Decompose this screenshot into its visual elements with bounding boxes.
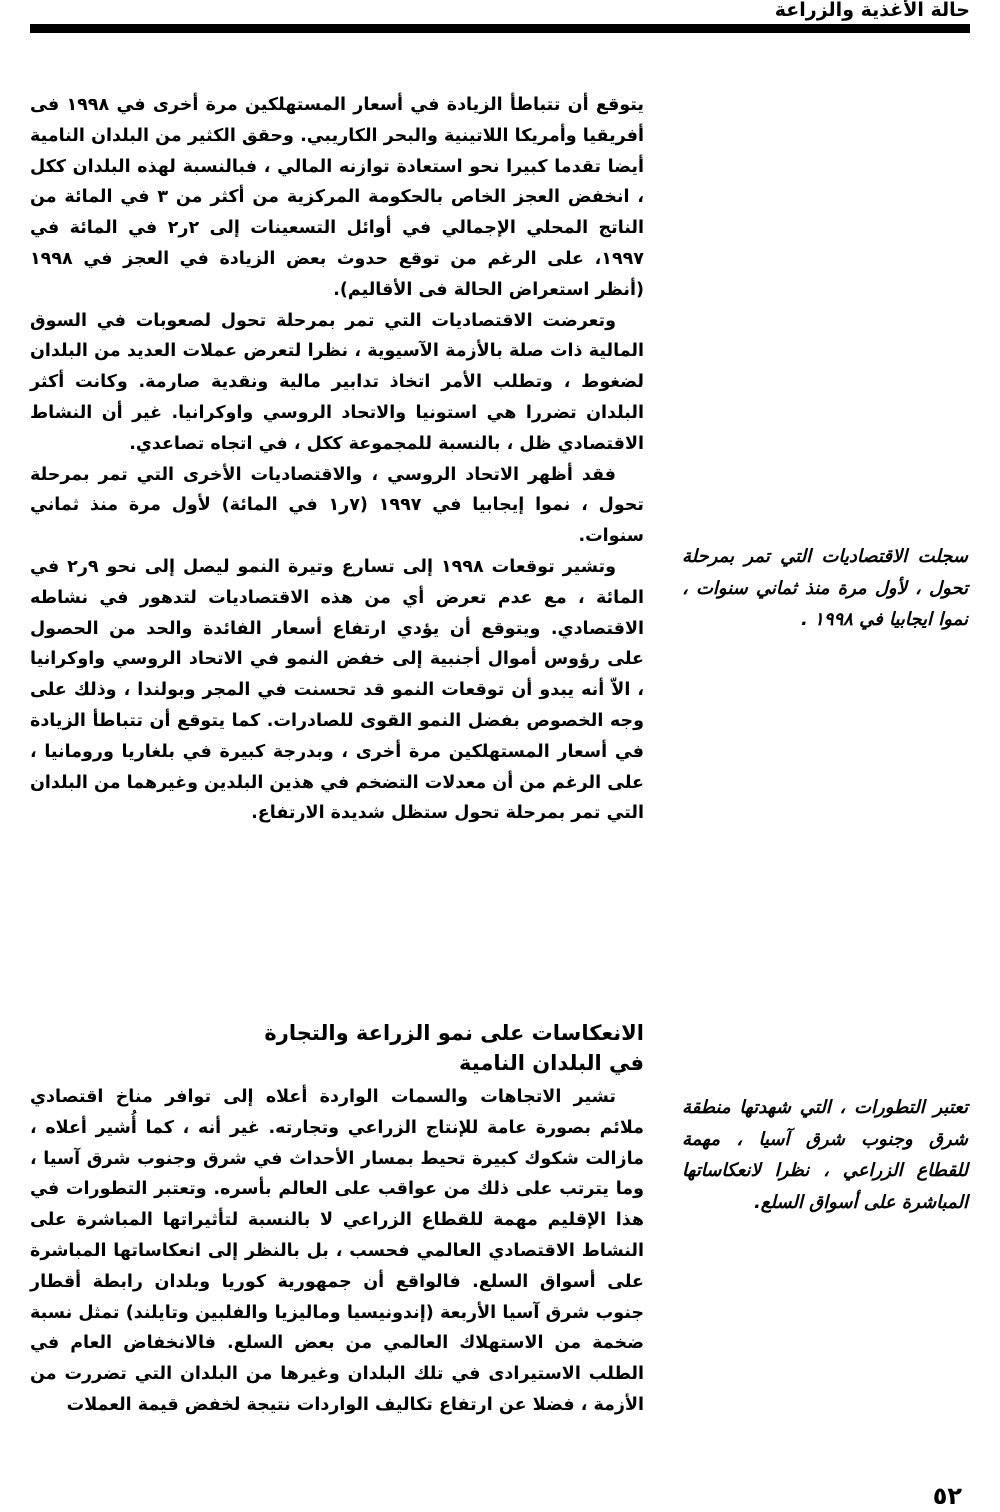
body-paragraph: يتوقع أن تتباطأ الزيادة في أسعار المستهلكين مرة أخرى في ١٩٩٨ فى أفريقيا وأمريكا اللاتينية والبحر الكاريبي. وحقق الكثير من البلدان النامية أيضا تقدما كبيرا نحو استعادة توازنه المالي ، فبالنسبة لهذه البلدان ككل ، انخفض العجز الخاص بالحكومة المركزية من أكثر من ٣ في المائة من الناتج المحلي الإجمالي في أوائل التسعينات إلى ٢ر٢ في المائة في ١٩٩٧، على الرغم من توقع حدوث بعض الزيادة في العجز في ١٩٩٨ (أنظر استعراض الحالة فى الأقاليم). [30,95,644,300]
section-heading-line-2: في البلدان النامية [459,1051,644,1075]
header-rule [30,24,970,33]
page-number: ٥٢ [932,1482,962,1510]
margin-note: تعتبر التطورات ، التي شهدتها منطقة شرق وجنوب شرق آسيا ، مهمة للقطاع الزراعي ، نظرا لانعكاساتها المباشرة على أسواق السلع. [682,1097,968,1213]
body-paragraph: فقد أظهر الاتحاد الروسي ، والاقتصاديات الأخرى التي تمر بمرحلة تحول ، نموا إيجابيا في ١٩٩٧ (٧ر١ في المائة) لأول مرة منذ ثماني سنوات. [30,464,644,547]
section-heading-line-1: الانعكاسات على نمو الزراعة والتجارة [264,1021,644,1045]
body-paragraph: تشير الاتجاهات والسمات الواردة أعلاه إلى توافر مناخ اقتصادي ملائم بصورة عامة للإنتاج الزراعي وتجارته. غير أنه ، كما أُشير أعلاه ، مازالت شكوك كبيرة تحيط بمسار الأحداث في شرق وجنوب شرق آسيا ، وما يترتب على ذلك من عواقب على العالم بأسره. وتعتبر التطورات في هذا الإقليم مهمة للقطاع الزراعي لا بالنسبة لتأثيراتها المباشرة على النشاط الاقتصادي العالمي فحسب ، بل بالنظر إلى انعكاساتها المباشرة على أسواق السلع. فالواقع أن جمهورية كوريا وبلدان رابطة أقطار جنوب شرق آسيا الأربعة (إندونيسيا وماليزيا والفلبين وتايلند) تمثل نسبة ضخمة من الاستهلاك العالمي من بعض السلع. فالانخفاض العام في الطلب الاستيرادى في تلك البلدان وغيرها من البلدان التي تضررت من الأزمة ، فضلا عن ارتفاع تكاليف الواردات نتيجة لخفض قيمة العملات [30,1087,644,1415]
margin-note: سجلت الاقتصاديات التي تمر بمرحلة تحول ، لأول مرة منذ ثماني سنوات ، نموا ايجابيا في ١٩٩٨ . [682,546,968,630]
body-column-section-2 [30,1018,644,1421]
body-paragraph: وتعرضت الاقتصاديات التي تمر بمرحلة تحول لصعوبات في السوق المالية ذات صلة بالأزمة الآسيوية ، نظرا لتعرض عملات العديد من البلدان لضغوط ، وتطلب الأمر اتخاذ تدابير مالية ونقدية صارمة. وكانت أكثر البلدان تضررا هي استونيا والاتحاد الروسي واوكرانيا. غير أن النشاط الاقتصادي ظل ، بالنسبة للمجموعة ككل ، في اتجاه تصاعدي. [30,310,644,454]
running-head-title: حالة الأغذية والزراعة [774,0,970,21]
body-paragraph: وتشير توقعات ١٩٩٨ إلى تسارع وتيرة النمو ليصل إلى نحو ٩ر٢ في المائة ، مع عدم تعرض أي من هذه الاقتصاديات لتدهور في نشاطه الاقتصادي. ويتوقع أن يؤدي ارتفاع أسعار الفائدة والحد من الحصول على رؤوس أموال أجنبية إلى خفض النمو في الاتحاد الروسي واوكرانيا ، الاّ أنه يبدو أن توقعات النمو قد تحسنت في المجر وبولندا ، وذلك على وجه الخصوص بفضل النمو القوى للصادرات. كما يتوقع أن تتباطأ الزيادة في أسعار المستهلكين مرة أخرى ، وبدرجة كبيرة في بلغاريا ورومانيا ، على الرغم من أن معدلات التضخم في هذين البلدين وغيرهما من البلدان التي تمر بمرحلة تحول ستظل شديدة الارتفاع. [30,556,644,824]
body-column-section-1 [30,90,644,829]
section-heading [30,1018,644,1078]
